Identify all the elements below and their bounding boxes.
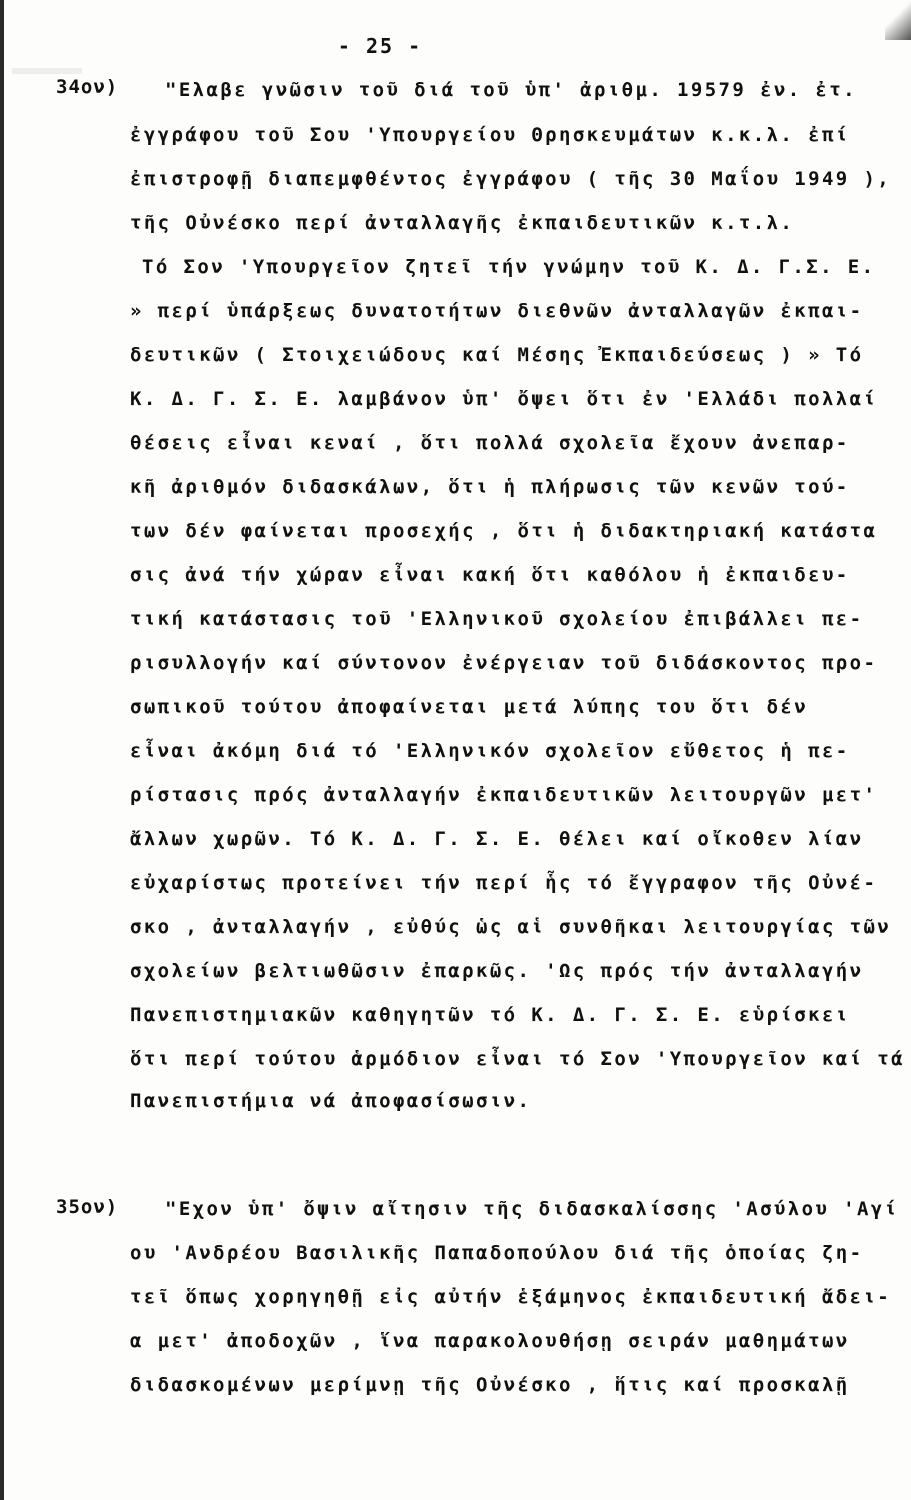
entry-34-line: σχολείων βελτιωθῶσιν ἐπαρκῶς. 'Ως πρός τήν ἀνταλλαγήν <box>130 960 864 982</box>
entry-34-line: ὅτι περί τούτου ἁρμόδιον εἶναι τό Σον 'Υπουργεῖον καί τά <box>130 1048 905 1070</box>
entry-35-line: τεῖ ὅπως χορηγηθῇ εἰς αὐτήν ἑξάμηνος ἐκπαιδευτική ἄδει- <box>130 1286 892 1308</box>
entry-34-line: Κ. Δ. Γ. Σ. Ε. λαμβάνον ὑπ' ὄψει ὅτι ἐν 'Ελλάδι πολλαί <box>130 388 878 410</box>
entry-34-line: τῆς Οὐνέσκο περί ἀνταλλαγῆς ἐκπαιδευτικῶν κ.τ.λ. <box>130 212 795 234</box>
entry-number-35: 35ον) <box>56 1196 119 1218</box>
page-number: - 25 - <box>337 34 423 58</box>
entry-34-line: των δέν φαίνεται προσεχής , ὅτι ἡ διδακτηριακή κατάστα <box>130 520 878 542</box>
entry-34-line: ἐπιστροφῇ διαπεμφθέντος ἐγγράφου ( τῆς 30 Μαΐου 1949 ), <box>130 168 892 190</box>
entry-34-line: εὐχαρίστως προτείνει τήν περί ἧς τό ἔγγραφον τῆς Οὐνέ- <box>130 872 878 894</box>
scan-corner <box>885 0 911 40</box>
entry-35-line: "Εχον ὑπ' ὄψιν αἴτησιν τῆς διδασκαλίσσης 'Ασύλου 'Αγί <box>165 1198 899 1220</box>
entry-35-line: α μετ' ἀποδοχῶν , ἵνα παρακολουθήσῃ σειράν μαθημάτων <box>130 1330 850 1352</box>
entry-34-line: "Ελαβε γνῶσιν τοῦ διά τοῦ ὑπ' ἀριθμ. 19579 ἐν. ἐτ. <box>165 79 857 101</box>
entry-34-line: σωπικοῦ τούτου ἀποφαίνεται μετά λύπης του ὅτι δέν <box>130 696 809 718</box>
entry-35-line: ου 'Ανδρέου Βασιλικῆς Παπαδοπούλου διά τῆς ὁποίας ζη- <box>130 1242 864 1264</box>
entry-34-line: ρίστασις πρός ἀνταλλαγήν ἐκπαιδευτικῶν λειτουργῶν μετ' <box>130 784 878 806</box>
scan-smudge <box>12 68 82 74</box>
entry-34-line: ἄλλων χωρῶν. Τό Κ. Δ. Γ. Σ. Ε. θέλει καί οἴκοθεν λίαν <box>130 828 864 850</box>
entry-34-line: Τό Σον 'Υπουργεῖον ζητεῖ τήν γνώμην τοῦ Κ. Δ. Γ.Σ. Ε. <box>142 256 876 278</box>
entry-34-line: τική κατάστασις τοῦ 'Ελληνικοῦ σχολείου ἐπιβάλλει πε- <box>130 608 864 630</box>
scan-edge <box>0 0 4 1500</box>
entry-34-line: ρισυλλογήν καί σύντονον ἐνέργειαν τοῦ διδάσκοντος προ- <box>130 652 878 674</box>
entry-34-line: κῆ ἀριθμόν διδασκάλων, ὅτι ἡ πλήρωσις τῶν κενῶν τού- <box>130 476 850 498</box>
entry-34-line: εἶναι ἀκόμη διά τό 'Ελληνικόν σχολεῖον εὔθετος ἡ πε- <box>130 740 850 762</box>
entry-34-line: δευτικῶν ( Στοιχειώδους καί Μέσης Ἐκπαιδεύσεως ) » Τό <box>130 344 864 366</box>
entry-34-line: ἐγγράφου τοῦ Σου 'Υπουργείου Θρησκευμάτων κ.κ.λ. ἐπί <box>130 124 850 146</box>
entry-34-line: σις ἀνά τήν χώραν εἶναι κακή ὅτι καθόλου ἡ ἐκπαιδευ- <box>130 564 850 586</box>
entry-34-line: σκο , ἀνταλλαγήν , εὐθύς ὡς αἱ συνθῆκαι λειτουργίας τῶν <box>130 916 892 938</box>
entry-34-line: » περί ὑπάρξεως δυνατοτήτων διεθνῶν ἀνταλλαγῶν ἐκπαι- <box>130 300 864 322</box>
entry-number-34: 34ον) <box>56 76 119 98</box>
entry-35-line: διδασκομένων μερίμνῃ τῆς Οὐνέσκο , ἥτις καί προσκαλῇ <box>130 1374 850 1396</box>
entry-34-line: Πανεπιστήμια νά ἀποφασίσωσιν. <box>130 1090 532 1112</box>
entry-34-line: Πανεπιστημιακῶν καθηγητῶν τό Κ. Δ. Γ. Σ. Ε. εὑρίσκει <box>130 1004 850 1026</box>
entry-34-line: θέσεις εἶναι κεναί , ὅτι πολλά σχολεῖα ἔχουν ἀνεπαρ- <box>130 432 850 454</box>
